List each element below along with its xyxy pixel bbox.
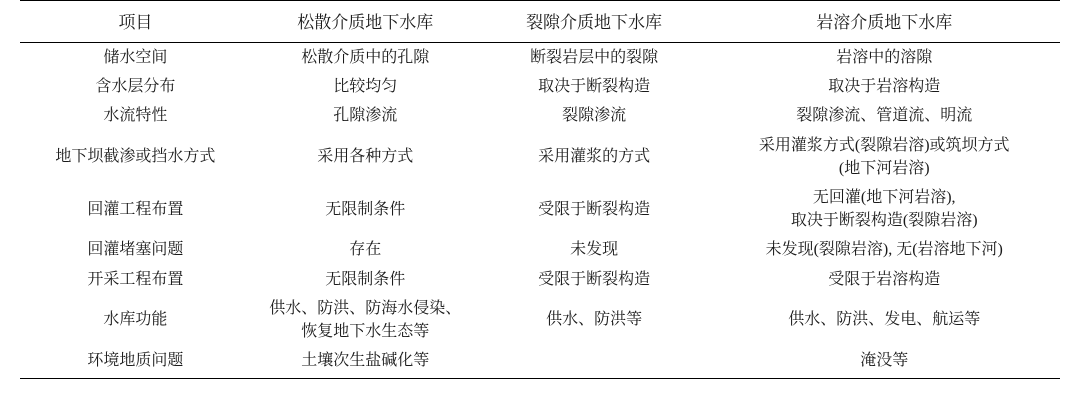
cell-fissure: 断裂岩层中的裂隙 — [530, 49, 659, 66]
table-header-row — [20, 1, 1060, 43]
cell-fissure: 取决于断裂构造 — [538, 78, 651, 96]
column-header-item: 项目 — [20, 1, 251, 43]
cell-porous: 存在 — [349, 241, 382, 259]
row-label: 环境地质问题 — [20, 346, 251, 379]
cell-porous: 无限制条件 — [325, 270, 406, 288]
cell-karst: 供水、防洪、发电、航运等 — [788, 311, 981, 329]
row-label: 地下坝截渗或挡水方式 — [55, 148, 216, 166]
cell-porous: 无限制条件 — [325, 200, 406, 218]
table-row — [20, 294, 1060, 346]
cell-karst: 取决于岩溶构造 — [828, 78, 941, 96]
cell-fissure: 裂隙渗流 — [562, 107, 627, 125]
table-row — [20, 101, 1060, 130]
table-body — [20, 43, 1060, 379]
comparison-table — [20, 0, 1060, 379]
row-label: 水流特性 — [103, 107, 168, 125]
cell-karst: 无回灌(地下河岩溶), 取决于断裂构造(裂隙岩溶) — [790, 188, 978, 230]
cell-porous: 采用各种方式 — [317, 148, 414, 166]
table-row — [20, 346, 1060, 379]
cell-fissure — [480, 346, 709, 379]
cell-karst: 裂隙渗流、管道流、明流 — [796, 107, 973, 125]
table-row — [20, 43, 1060, 73]
row-label: 开采工程布置 — [87, 270, 184, 288]
cell-karst: 采用灌浆方式(裂隙岩溶)或筑坝方式 (地下河岩溶) — [758, 136, 1010, 177]
column-header-karst-media: 岩溶介质地下水库 — [708, 1, 1060, 43]
row-label: 水库功能 — [103, 311, 168, 329]
cell-karst: 淹没等 — [708, 346, 1060, 379]
table-row — [20, 235, 1060, 264]
cell-fissure: 采用灌浆的方式 — [538, 148, 651, 166]
table-row — [20, 72, 1060, 101]
cell-karst: 未发现(裂隙岩溶), 无(岩溶地下河) — [765, 241, 1003, 259]
row-label: 回灌堵塞问题 — [87, 241, 184, 259]
row-label: 含水层分布 — [95, 78, 176, 96]
row-label: 回灌工程布置 — [87, 200, 184, 218]
cell-fissure: 供水、防洪等 — [546, 311, 643, 329]
row-label: 储水空间 — [103, 49, 168, 66]
cell-karst: 岩溶中的溶隙 — [836, 49, 933, 66]
table-header — [20, 1, 1060, 43]
table-row — [20, 265, 1060, 294]
cell-fissure: 受限于断裂构造 — [538, 200, 651, 218]
table-row — [20, 131, 1060, 183]
column-header-porous-media: 松散介质地下水库 — [251, 1, 480, 43]
cell-karst: 受限于岩溶构造 — [828, 270, 941, 288]
column-header-fissure-media: 裂隙介质地下水库 — [480, 1, 709, 43]
table-row — [20, 183, 1060, 235]
cell-porous: 土壤次生盐碱化等 — [251, 346, 480, 379]
cell-porous: 孔隙渗流 — [333, 107, 398, 125]
cell-fissure: 受限于断裂构造 — [538, 270, 651, 288]
cell-porous: 供水、防洪、防海水侵染、 恢复地下水生态等 — [269, 299, 462, 340]
cell-fissure: 未发现 — [570, 241, 619, 259]
cell-porous: 松散介质中的孔隙 — [301, 49, 430, 66]
cell-porous: 比较均匀 — [333, 78, 398, 96]
